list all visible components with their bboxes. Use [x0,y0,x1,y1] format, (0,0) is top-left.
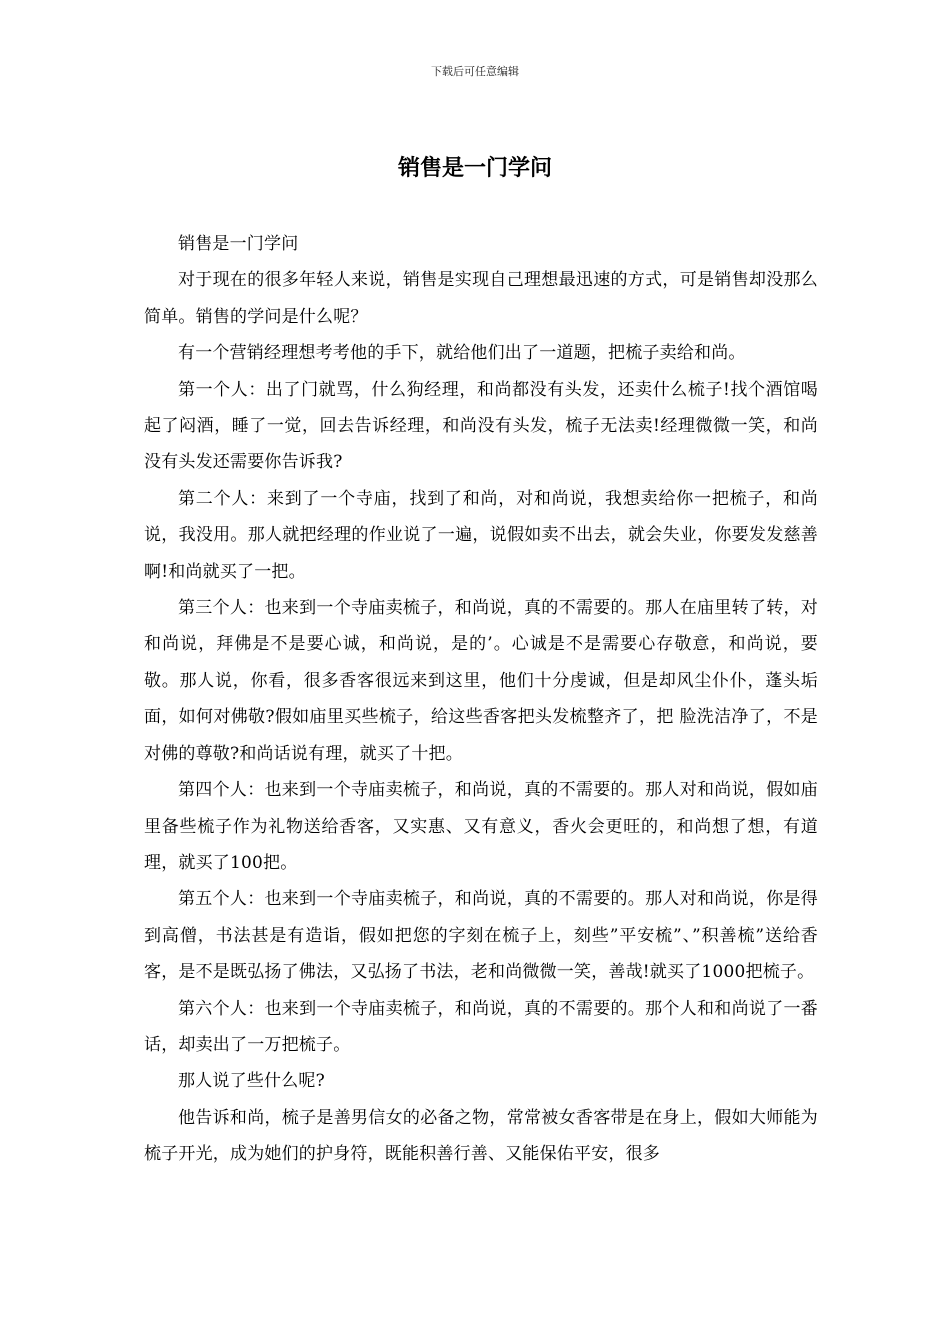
paragraph-sixth-person: 第六个人：也来到一个寺庙卖梳子，和尚说，真的不需要的。那个人和和尚说了一番话，却卖出了一万把梳子。 [144,998,818,1055]
paragraph-fifth-person: 第五个人：也来到一个寺庙卖梳子，和尚说，真的不需要的。那人对和尚说，你是得到高僧，书法甚是有造诣，假如把您的字刻在梳子上，刻些”平安梳”、”积善梳”送给香客，是不是既弘扬了佛法，又弘扬了书法，老和尚微微一笑，善哉!就买了1000把梳子。 [144,889,818,983]
paragraph-third-person: 第三个人：也来到一个寺庙卖梳子，和尚说，真的不需要的。那人在庙里转了转，对和尚说，拜佛是不是要心诚，和尚说，是的’。心诚是不是需要心存敬意，和尚说，要敬。那人说，你看，很多香客很远来到这里，他们十分虔诚，但是却风尘仆仆，蓬头垢面，如何对佛敬?假如庙里买些梳子，给这些香客把头发梳整齐了，把 脸洗洁净了，不是对佛的尊敬?和尚话说有理，就买了十把。 [144,598,818,764]
document-title: 销售是一门学问 [397,155,552,181]
paragraph-subtitle: 销售是一门学问 [178,234,299,254]
paragraph-question: 那人说了些什么呢? [178,1071,325,1092]
header-note: 下载后可任意编辑 [431,65,519,78]
paragraph-first-person: 第一个人：出了门就骂，什么狗经理，和尚都没有头发，还卖什么梳子!找个酒馆喝起了闷酒，睡了一觉，回去告诉经理，和尚没有头发，梳子无法卖!经理微微一笑，和尚没有头发还需要你告诉我? [144,379,818,473]
paragraph-second-person: 第二个人：来到了一个寺庙，找到了和尚，对和尚说，我想卖给你一把梳子，和尚说，我没用。那人就把经理的作业说了一遍，说假如卖不出去，就会失业，你要发发慈善啊!和尚就买了一把。 [144,488,818,582]
paragraph-intro: 对于现在的很多年轻人来说，销售是实现自己理想最迅速的方式，可是销售却没那么简单。销售的学问是什么呢？ [144,270,818,327]
document-body [144,226,818,1173]
paragraph-task: 有一个营销经理想考考他的手下，就给他们出了一道题，把梳子卖给和尚。 [178,343,746,364]
paragraph-fourth-person: 第四个人：也来到一个寺庙卖梳子，和尚说，真的不需要的。那人对和尚说，假如庙里备些梳子作为礼物送给香客，又实惠、又有意义，香火会更旺的，和尚想了想，有道理，就买了100把。 [144,780,818,873]
paragraph-answer: 他告诉和尚，梳子是善男信女的必备之物，常常被女香客带是在身上，假如大师能为梳子开光，成为她们的护身符，既能积善行善、又能保佑平安，很多 [144,1107,818,1165]
